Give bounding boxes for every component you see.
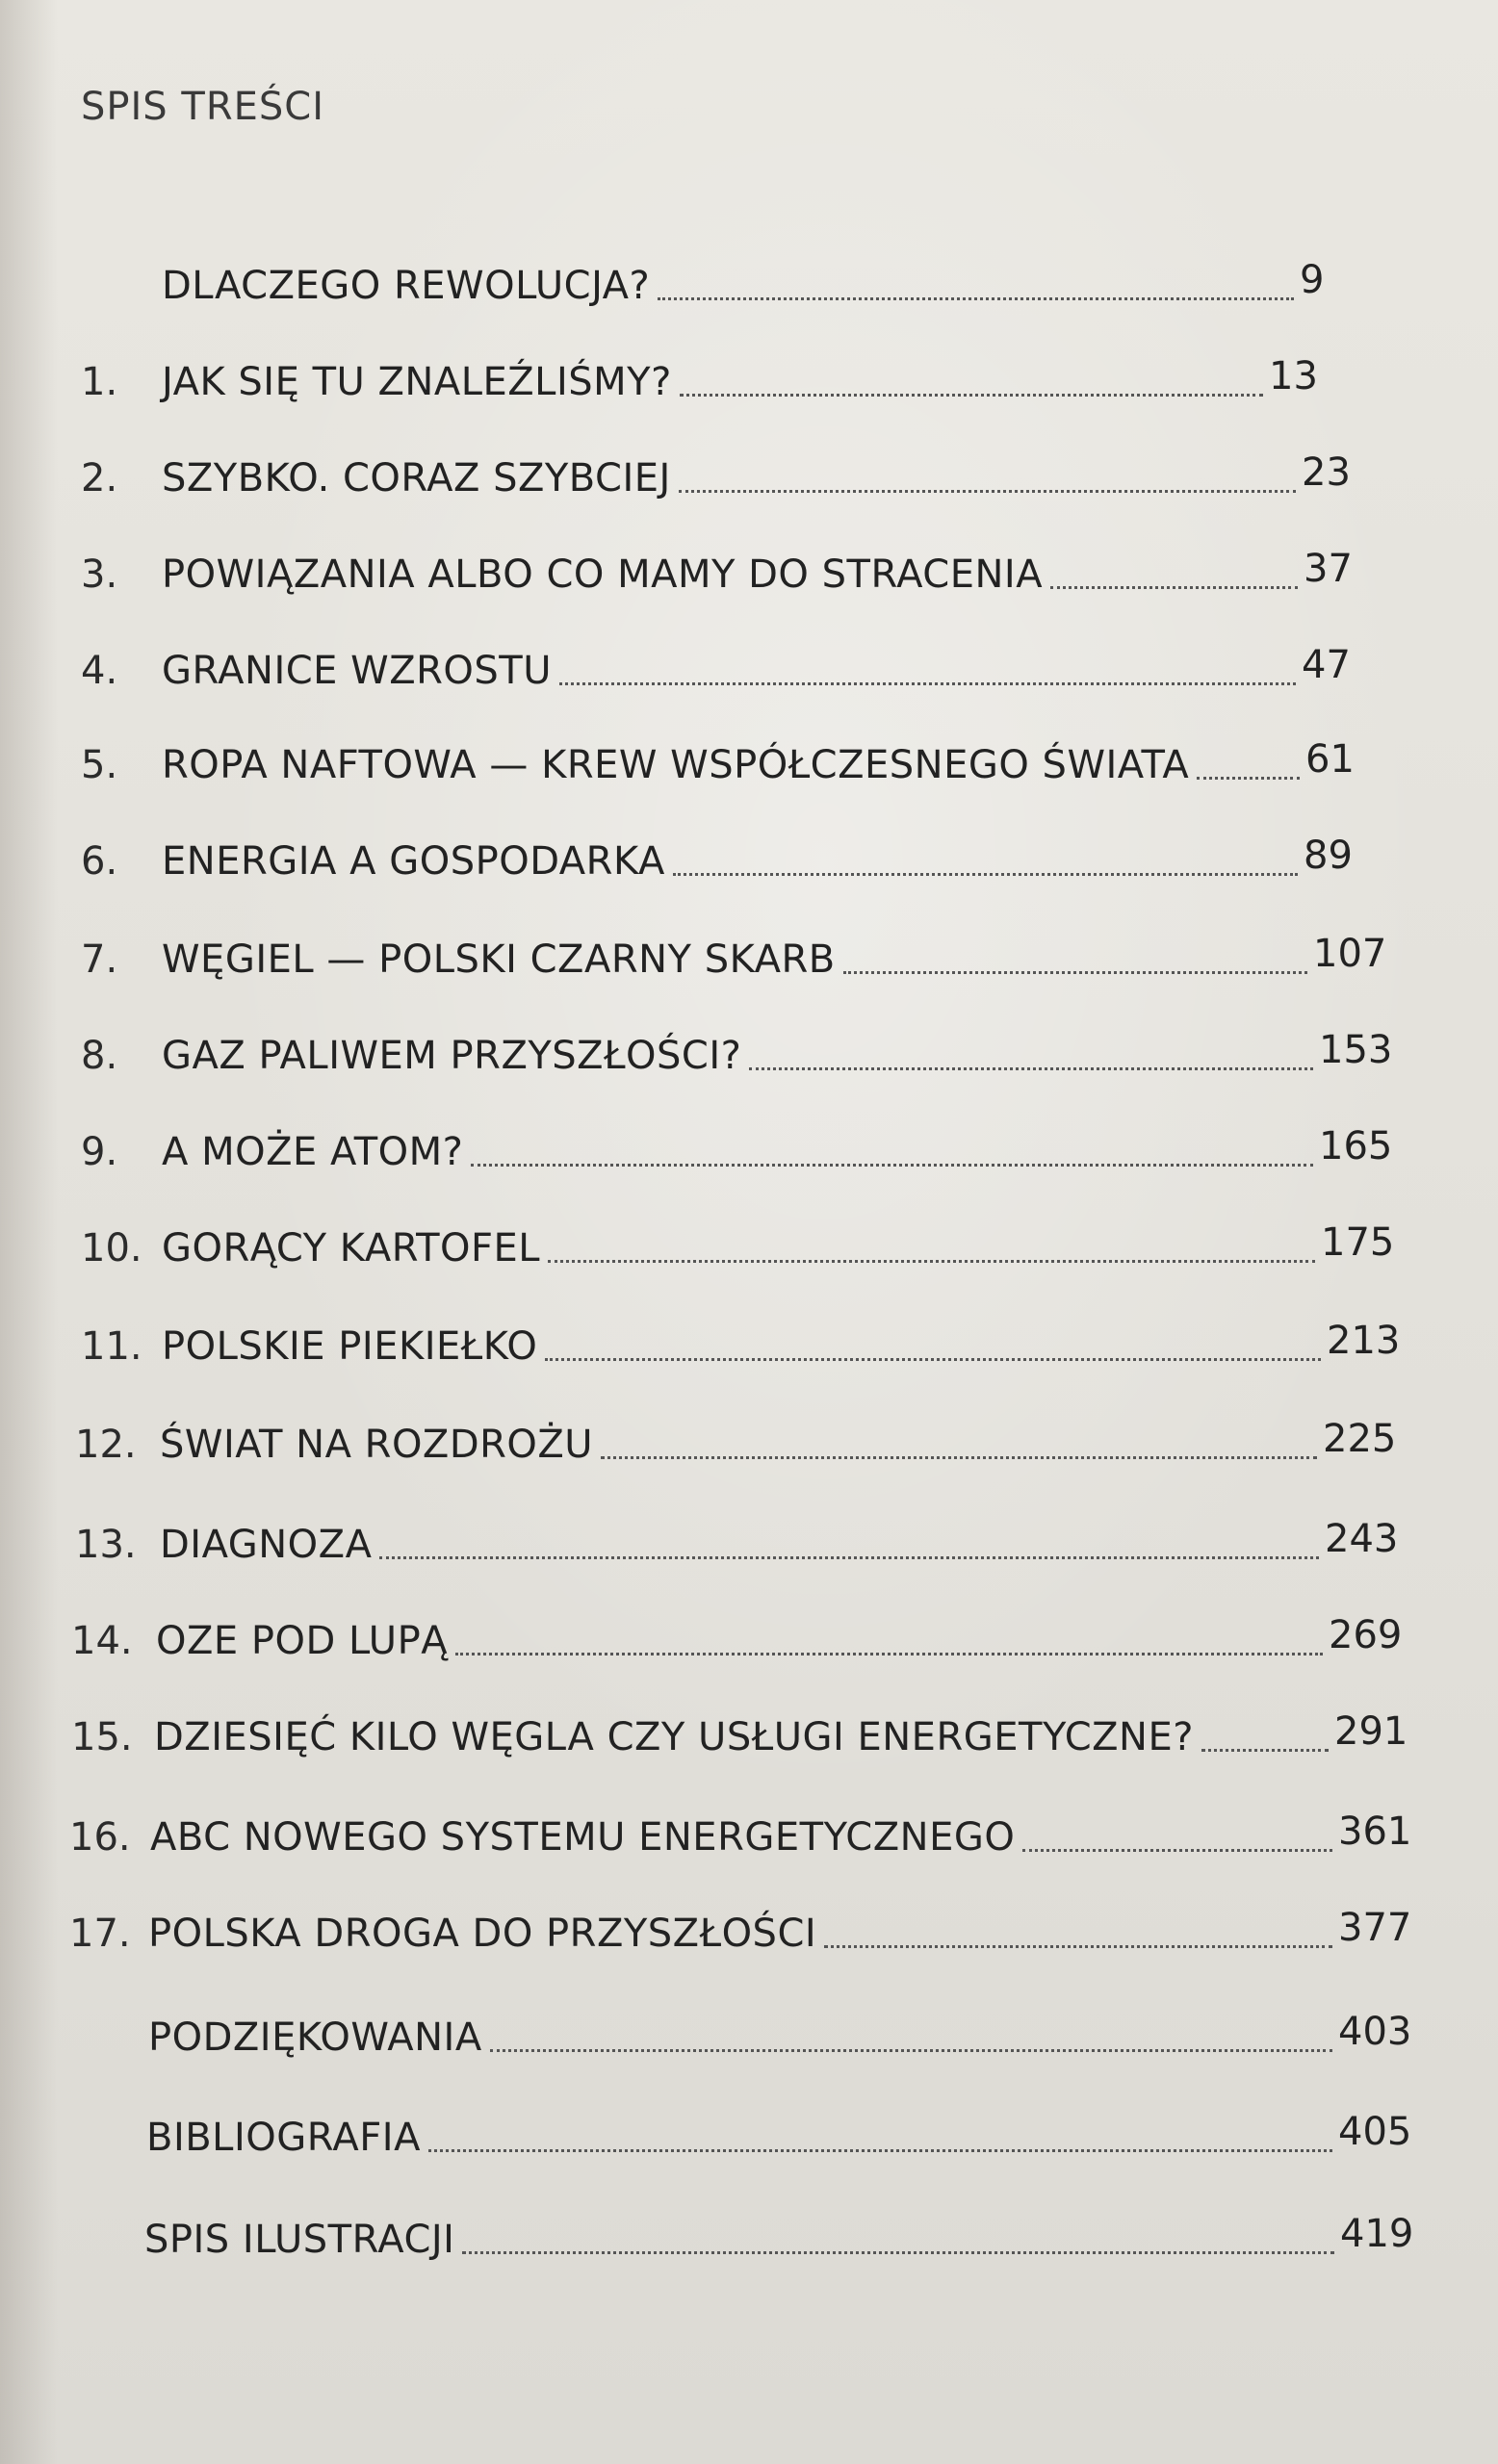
toc-page-number: 419 bbox=[1340, 2212, 1414, 2256]
toc-chapter-title: SZYBKO. CORAZ SZYBCIEJ bbox=[162, 456, 671, 500]
toc-entry bbox=[0, 2110, 1498, 2164]
toc-dot-leader bbox=[680, 394, 1263, 397]
toc-dot-leader bbox=[1201, 1749, 1329, 1752]
toc-dot-leader bbox=[379, 1556, 1319, 1559]
toc-entry bbox=[0, 1810, 1498, 1863]
toc-entry bbox=[0, 1517, 1498, 1571]
toc-entry bbox=[0, 1319, 1498, 1373]
toc-entry bbox=[0, 2010, 1498, 2064]
toc-entry bbox=[0, 1906, 1498, 1960]
toc-dot-leader bbox=[1022, 1849, 1332, 1852]
toc-entry bbox=[0, 1709, 1498, 1763]
toc-chapter-number: 7. bbox=[81, 937, 118, 982]
toc-dot-leader bbox=[679, 490, 1296, 493]
toc-page-number: 175 bbox=[1321, 1220, 1395, 1265]
toc-page-number: 243 bbox=[1325, 1517, 1399, 1561]
toc-dot-leader bbox=[601, 1456, 1317, 1459]
toc-entry bbox=[0, 258, 1498, 312]
toc-entry bbox=[0, 547, 1498, 601]
toc-chapter-number: 5. bbox=[81, 743, 118, 787]
page-title: SPIS TREŚCI bbox=[81, 85, 325, 129]
toc-entry bbox=[0, 643, 1498, 697]
toc-chapter-title: POWIĄZANIA ALBO CO MAMY DO STRACENIA bbox=[162, 552, 1044, 597]
toc-dot-leader bbox=[490, 2049, 1332, 2052]
toc-dot-leader bbox=[428, 2149, 1332, 2152]
toc-chapter-title: GORĄCY KARTOFEL bbox=[162, 1226, 541, 1270]
toc-chapter-number: 4. bbox=[81, 649, 118, 693]
toc-page-number: 377 bbox=[1338, 1906, 1412, 1950]
toc-page-number: 89 bbox=[1304, 834, 1353, 878]
toc-dot-leader bbox=[658, 297, 1294, 300]
toc-page-number: 37 bbox=[1304, 547, 1353, 591]
toc-chapter-number: 11. bbox=[81, 1324, 142, 1369]
toc-chapter-title: ENERGIA A GOSPODARKA bbox=[162, 839, 665, 884]
toc-page-number: 361 bbox=[1338, 1810, 1412, 1854]
toc-entry bbox=[0, 1028, 1498, 1082]
toc-chapter-title: DZIESIĘĆ KILO WĘGLA CZY USŁUGI ENERGETYCZNE? bbox=[154, 1715, 1194, 1759]
toc-page-number: 269 bbox=[1329, 1613, 1403, 1657]
toc-entry bbox=[0, 834, 1498, 887]
toc-page-number: 47 bbox=[1302, 643, 1351, 687]
toc-chapter-title: A MOŻE ATOM? bbox=[162, 1130, 464, 1174]
toc-entry bbox=[0, 1417, 1498, 1471]
toc-entry bbox=[0, 737, 1498, 791]
toc-dot-leader bbox=[843, 971, 1307, 974]
toc-entry bbox=[0, 450, 1498, 504]
toc-chapter-number: 2. bbox=[81, 456, 118, 500]
toc-chapter-title: WĘGIEL — POLSKI CZARNY SKARB bbox=[162, 937, 836, 982]
toc-entry bbox=[0, 2212, 1498, 2266]
toc-page-number: 13 bbox=[1269, 354, 1318, 398]
toc-entry bbox=[0, 354, 1498, 408]
toc-chapter-number: 13. bbox=[75, 1523, 137, 1567]
toc-page-number: 23 bbox=[1302, 450, 1351, 495]
toc-chapter-title: JAK SIĘ TU ZNALEŹLIŚMY? bbox=[162, 360, 672, 404]
toc-dot-leader bbox=[824, 1945, 1332, 1948]
toc-page-number: 61 bbox=[1305, 737, 1355, 782]
toc-chapter-number: 14. bbox=[71, 1619, 133, 1663]
toc-chapter-title: BIBLIOGRAFIA bbox=[146, 2116, 421, 2160]
toc-chapter-title: ŚWIAT NA ROZDROŻU bbox=[160, 1423, 594, 1467]
toc-chapter-number: 3. bbox=[81, 552, 118, 597]
toc-chapter-title: ROPA NAFTOWA — KREW WSPÓŁCZESNEGO ŚWIATA bbox=[162, 743, 1190, 787]
toc-dot-leader bbox=[545, 1358, 1321, 1361]
toc-dot-leader bbox=[1050, 586, 1298, 589]
toc-chapter-title: POLSKA DROGA DO PRZYSZŁOŚCI bbox=[148, 1912, 817, 1956]
toc-dot-leader bbox=[455, 1653, 1323, 1656]
toc-page-number: 9 bbox=[1300, 258, 1325, 302]
toc-page-number: 291 bbox=[1334, 1709, 1408, 1754]
toc-page-number: 165 bbox=[1319, 1124, 1393, 1168]
toc-entry bbox=[0, 932, 1498, 986]
toc-chapter-number: 8. bbox=[81, 1034, 118, 1078]
toc-chapter-number: 12. bbox=[75, 1423, 137, 1467]
toc-chapter-title: OZE POD LUPĄ bbox=[156, 1619, 449, 1663]
toc-page-number: 213 bbox=[1327, 1319, 1401, 1363]
toc-chapter-title: POLSKIE PIEKIEŁKO bbox=[162, 1324, 538, 1369]
toc-page-number: 405 bbox=[1338, 2110, 1412, 2154]
toc-chapter-number: 1. bbox=[81, 360, 118, 404]
toc-page-number: 225 bbox=[1323, 1417, 1397, 1461]
toc-dot-leader bbox=[462, 2251, 1334, 2254]
toc-dot-leader bbox=[548, 1260, 1315, 1263]
toc-chapter-number: 6. bbox=[81, 839, 118, 884]
toc-dot-leader bbox=[559, 682, 1296, 685]
toc-chapter-number: 16. bbox=[69, 1815, 131, 1860]
toc-page-number: 153 bbox=[1319, 1028, 1393, 1072]
toc-chapter-title: DIAGNOZA bbox=[160, 1523, 373, 1567]
toc-dot-leader bbox=[1197, 777, 1300, 780]
toc-chapter-title: GRANICE WZROSTU bbox=[162, 649, 552, 693]
toc-chapter-number: 15. bbox=[71, 1715, 133, 1759]
toc-entry bbox=[0, 1220, 1498, 1274]
toc-page-number: 403 bbox=[1338, 2010, 1412, 2054]
toc-dot-leader bbox=[749, 1067, 1313, 1070]
toc-chapter-title: PODZIĘKOWANIA bbox=[148, 2015, 482, 2060]
toc-chapter-title: GAZ PALIWEM PRZYSZŁOŚCI? bbox=[162, 1034, 742, 1078]
toc-chapter-number: 10. bbox=[81, 1226, 142, 1270]
toc-entry bbox=[0, 1613, 1498, 1667]
toc-chapter-title: SPIS ILUSTRACJI bbox=[144, 2218, 455, 2262]
toc-dot-leader bbox=[471, 1164, 1313, 1167]
toc-page-number: 107 bbox=[1313, 932, 1387, 976]
toc-chapter-number: 9. bbox=[81, 1130, 118, 1174]
toc-chapter-title: DLACZEGO REWOLUCJA? bbox=[162, 264, 651, 308]
toc-chapter-number: 17. bbox=[69, 1912, 131, 1956]
toc-dot-leader bbox=[673, 873, 1298, 876]
toc-entry bbox=[0, 1124, 1498, 1178]
toc-chapter-title: ABC NOWEGO SYSTEMU ENERGETYCZNEGO bbox=[150, 1815, 1016, 1860]
